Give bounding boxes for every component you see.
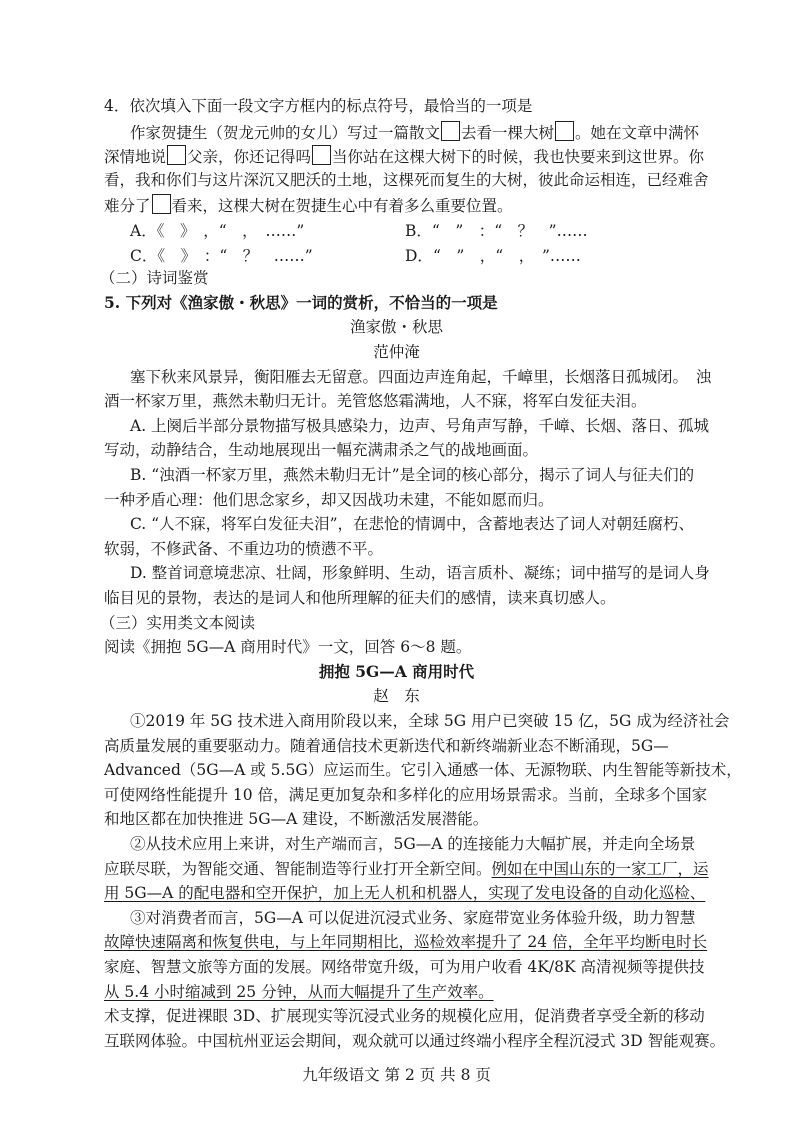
q4-option-d: D．“ ” ，“ ， ”…… xyxy=(405,246,581,265)
q5-option-c: C. “人不寐，将军白发征夫泪”，在悲怆的情调中，含蓄地表达了词人对朝廷腐朽、 xyxy=(130,515,695,534)
q5-option-b: B. “浊酒一杯家万里，燕然未勒归无计”是全词的核心部分，揭示了词人与征夫们的 xyxy=(130,466,695,484)
blank-box xyxy=(152,194,171,214)
poem-title: 渔家傲・秋思 xyxy=(349,318,443,337)
reading-instruction: 阅读《拥抱 5G—A 商用时代》一文，回答 6～8 题。 xyxy=(104,638,472,657)
q4-option-a: A．《 》 ，“ ， ……” xyxy=(130,222,305,240)
q5-option-a: A. 上阕后半部分景物描写极具感染力，边声、号角声写静，千嶂、长烟、落日、孤城 xyxy=(130,416,710,435)
q4-passage-line: 深情地说 父亲，你还记得吗 当你站在这棵大树下的时候，我也快要来到这世界。你 xyxy=(104,145,704,167)
q5-option-c-cont: 软弱，不修武备、不重边功的愤懑不平。 xyxy=(104,539,384,558)
blank-box xyxy=(312,145,331,165)
poem-line: 塞下秋来风景异，衡阳雁去无留意。四面边声连角起，千嶂里，长烟落日孤城闭。 浊 xyxy=(130,367,712,386)
q5-stem: 5. 下列对《渔家傲・秋思》一词的赏析，不恰当的一项是 xyxy=(104,292,498,312)
article-line: 术支撑，促进裸眼 3D、扩展现实等沉浸式业务的规模化应用，促消费者享受全新的移动 xyxy=(104,1007,705,1026)
section-heading: （三）实用类文本阅读 xyxy=(100,613,256,632)
article-title: 拥抱 5G—A 商用时代 xyxy=(318,661,475,681)
page-footer: 九年级语文 第 2 页 共 8 页 xyxy=(302,1066,491,1085)
q5-option-a-cont: 写动，动静结合，生动地展现出一幅充满肃杀之气的战地画面。 xyxy=(104,441,539,460)
q4-passage-line: 作家贺捷生（贺龙元帅的女儿）写过一篇散文 去看一棵大树 。她在文章中满怀 xyxy=(130,121,699,143)
article-author: 赵 东 xyxy=(373,687,420,706)
poem-line: 酒一杯家万里，燕然未勒归无计。羌管悠悠霜满地，人不寐，将军白发征夫泪。 xyxy=(104,392,647,411)
blank-box xyxy=(555,121,574,141)
article-line: 高质量发展的重要驱动力。随着通信技术更新迭代和新终端新业态不断涌现，5G— xyxy=(104,736,669,755)
article-line: 可使网络性能提升 10 倍，满足更加复杂和多样化的应用场景需求。当前，全球多个国家 xyxy=(104,785,708,804)
article-line: 家庭、智慧文旅等方面的发展。网络带宽升级，可为用户收看 4K/8K 高清视频等提供技 xyxy=(104,958,705,976)
article-paragraph-3: ③对消费者而言，5G—A 可以促进沉浸式业务、家庭带宽业务体验升级，助力智慧 xyxy=(130,908,696,927)
q5-option-d: D. 整首词意境悲凉、壮阔，形象鲜明、生动，语言质朴、凝练；词中描写的是词人身 xyxy=(130,564,710,583)
q4-stem: 4．依次填入下面一段文字方框内的标点符号，最恰当的一项是 xyxy=(104,97,533,115)
section-heading: （二）诗词鉴赏 xyxy=(100,269,209,288)
poem-author: 范仲淹 xyxy=(373,343,420,361)
underlined-text: 故障快速隔离和恢复供电，与上年同期相比，巡检效率提升了 24 倍，全年平均断电时长 xyxy=(104,933,708,952)
article-line: Advanced（5G—A 或 5.5G）应运而生。它引入通感一体、无源物联、内生智能等新技术， xyxy=(104,761,742,780)
q5-option-d-cont: 临目见的景物，表达的是词人和他所理解的征夫们的感情，读来真切感人。 xyxy=(104,589,616,607)
article-line: 和地区都在加快推进 5G—A 建设，不断激活发展潜能。 xyxy=(104,810,489,829)
underlined-text: 用 5G—A 的配电器和空开保护，加上无人机和机器人，实现了发电设备的自动化巡检、 xyxy=(104,884,706,903)
q4-passage-line: 看，我和你们与这片深沉又肥沃的土地，这棵死而复生的大树，彼此命运相连，已经难舍 xyxy=(104,170,709,189)
article-paragraph-2: ②从技术应用上来讲，对生产端而言，5G—A 的连接能力大幅扩展，并走向全场景 xyxy=(130,835,696,853)
article-line: 互联网体验。中国杭州亚运会期间，观众就可以通过终端小程序全程沉浸式 3D 智能观赛。 xyxy=(104,1031,726,1050)
q5-option-b-cont: 一种矛盾心理：他们思念家乡，却又因战功未建，不能如愿而归。 xyxy=(104,490,554,509)
blank-box xyxy=(441,121,460,141)
underlined-text: 例如在中国山东的一家工厂，运 xyxy=(491,859,709,878)
blank-box xyxy=(167,145,186,165)
article-paragraph-1: ①2019 年 5G 技术进入商用阶段以来，全球 5G 用户已突破 15 亿，5G 成为经济社会 xyxy=(130,712,730,730)
q4-option-c: C．《 》 ：“ ？ ……” xyxy=(130,246,313,265)
q4-option-b: B．“ ” ：“ ？ ”…… xyxy=(405,222,588,240)
q4-passage-line: 难分了 看来，这棵大树在贺捷生心中有着多么重要位置。 xyxy=(104,194,513,216)
article-line: 应联尽联，为智能交通、智能制造等行业打开全新空间。例如在中国山东的一家工厂，运 xyxy=(104,859,709,878)
underlined-text: 从 5.4 小时缩减到 25 分钟，从而大幅提升了生产效率。 xyxy=(104,982,494,1001)
